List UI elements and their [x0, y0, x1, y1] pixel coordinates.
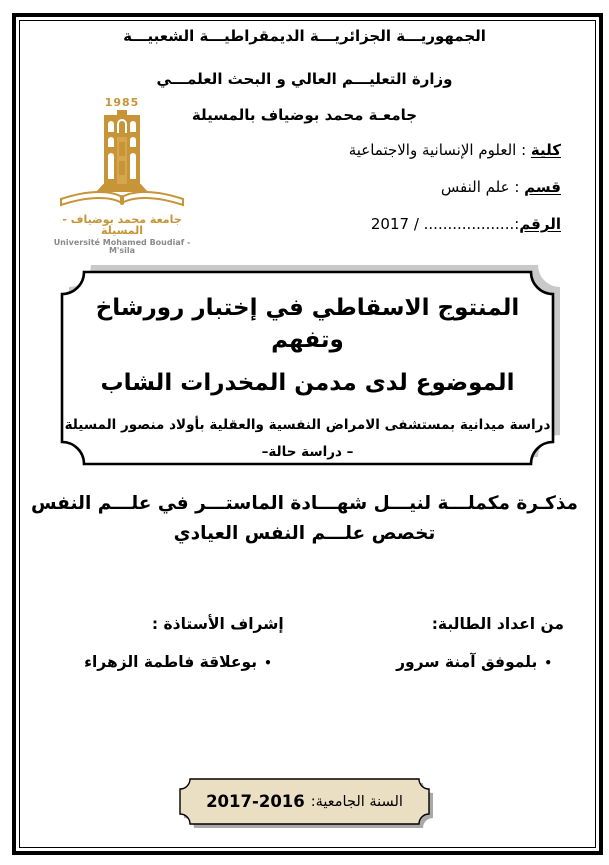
faculty-value: : العلوم الإنسانية والاجتماعية [348, 141, 531, 159]
student-column [325, 613, 564, 674]
logo-founded-year: 1985 [104, 96, 140, 109]
tower-center-panel [117, 137, 127, 185]
department-label: قسم [524, 178, 561, 196]
student-name: بلموفق آمنة سرور [396, 653, 538, 671]
thesis-title-line2: الموضوع لدى مدمن المخدرات الشاب [100, 370, 515, 396]
faculty-label: كلية [530, 141, 561, 159]
logo-name-arabic: جامعة محمد بوضياف - المسيلة [62, 213, 182, 237]
student-header: من اعداد الطالبة: [431, 615, 564, 633]
degree-line1: مذكـرة مكملـــة لنيـــل شهـــادة الماستـــر في علـــم النفس [30, 493, 579, 514]
faculty-row [349, 139, 561, 161]
degree-statement [0, 489, 609, 549]
tower-arch-window [117, 119, 127, 133]
tower-window [108, 153, 114, 179]
supervisor-header: إشراف الأستاذة : [151, 615, 284, 633]
tower-window [130, 121, 136, 132]
supervisor-column [45, 613, 284, 674]
student-item [325, 651, 564, 674]
number-row [349, 213, 561, 235]
thesis-title-plaque [62, 265, 561, 465]
academic-year-label: السنة الجامعية: [310, 793, 403, 810]
tower-base [96, 184, 148, 192]
tower-window [108, 137, 114, 147]
tower-window [130, 137, 136, 147]
logo-name-french: Université Mohamed Boudiaf - M'sila [53, 238, 191, 255]
number-value: :................... / 2017 [370, 215, 520, 233]
bullet-icon: • [544, 655, 552, 670]
degree-line2: تخصص علـــم النفس العيادي [173, 523, 436, 544]
department-value: : علم النفس [440, 178, 525, 196]
academic-year-text [180, 779, 429, 824]
thesis-subtitle: دراسة ميدانية بمستشفى الامراض النفسية والعقلية بأولاد منصور المسيلة [64, 417, 551, 433]
department-row [349, 176, 561, 198]
academic-year-plaque [180, 779, 434, 829]
minaret-tower-icon [104, 115, 140, 185]
tower-window [108, 121, 114, 132]
case-study-note: – دراسة حالة– [261, 444, 354, 460]
university-logo [50, 97, 194, 255]
faculty-info-block [349, 139, 561, 250]
tower-window [130, 153, 136, 179]
open-book-icon [58, 190, 186, 212]
thesis-title-text [62, 272, 553, 464]
academic-year-value: 2017-2016 [206, 792, 305, 811]
thesis-title-line1: المنتوج الاسقاطي في إختبار رورشاخ وتفهم [95, 295, 520, 353]
university-title: جامعـة محمد بوضياف بالمسيلة [191, 106, 418, 124]
supervisor-name: بوعلاقة فاطمة الزهراء [84, 653, 258, 671]
supervisor-item [45, 651, 284, 674]
number-label: الرقم [519, 215, 561, 233]
ministry-title: وزارة التعليـــم العالي و البحث العلمـــي [156, 70, 453, 88]
republic-title: الجمهوريـــة الجزائريـــة الديمقراطيـــة الشعبيـــة [123, 27, 486, 45]
bullet-icon: • [264, 655, 272, 670]
people-section [45, 613, 564, 674]
